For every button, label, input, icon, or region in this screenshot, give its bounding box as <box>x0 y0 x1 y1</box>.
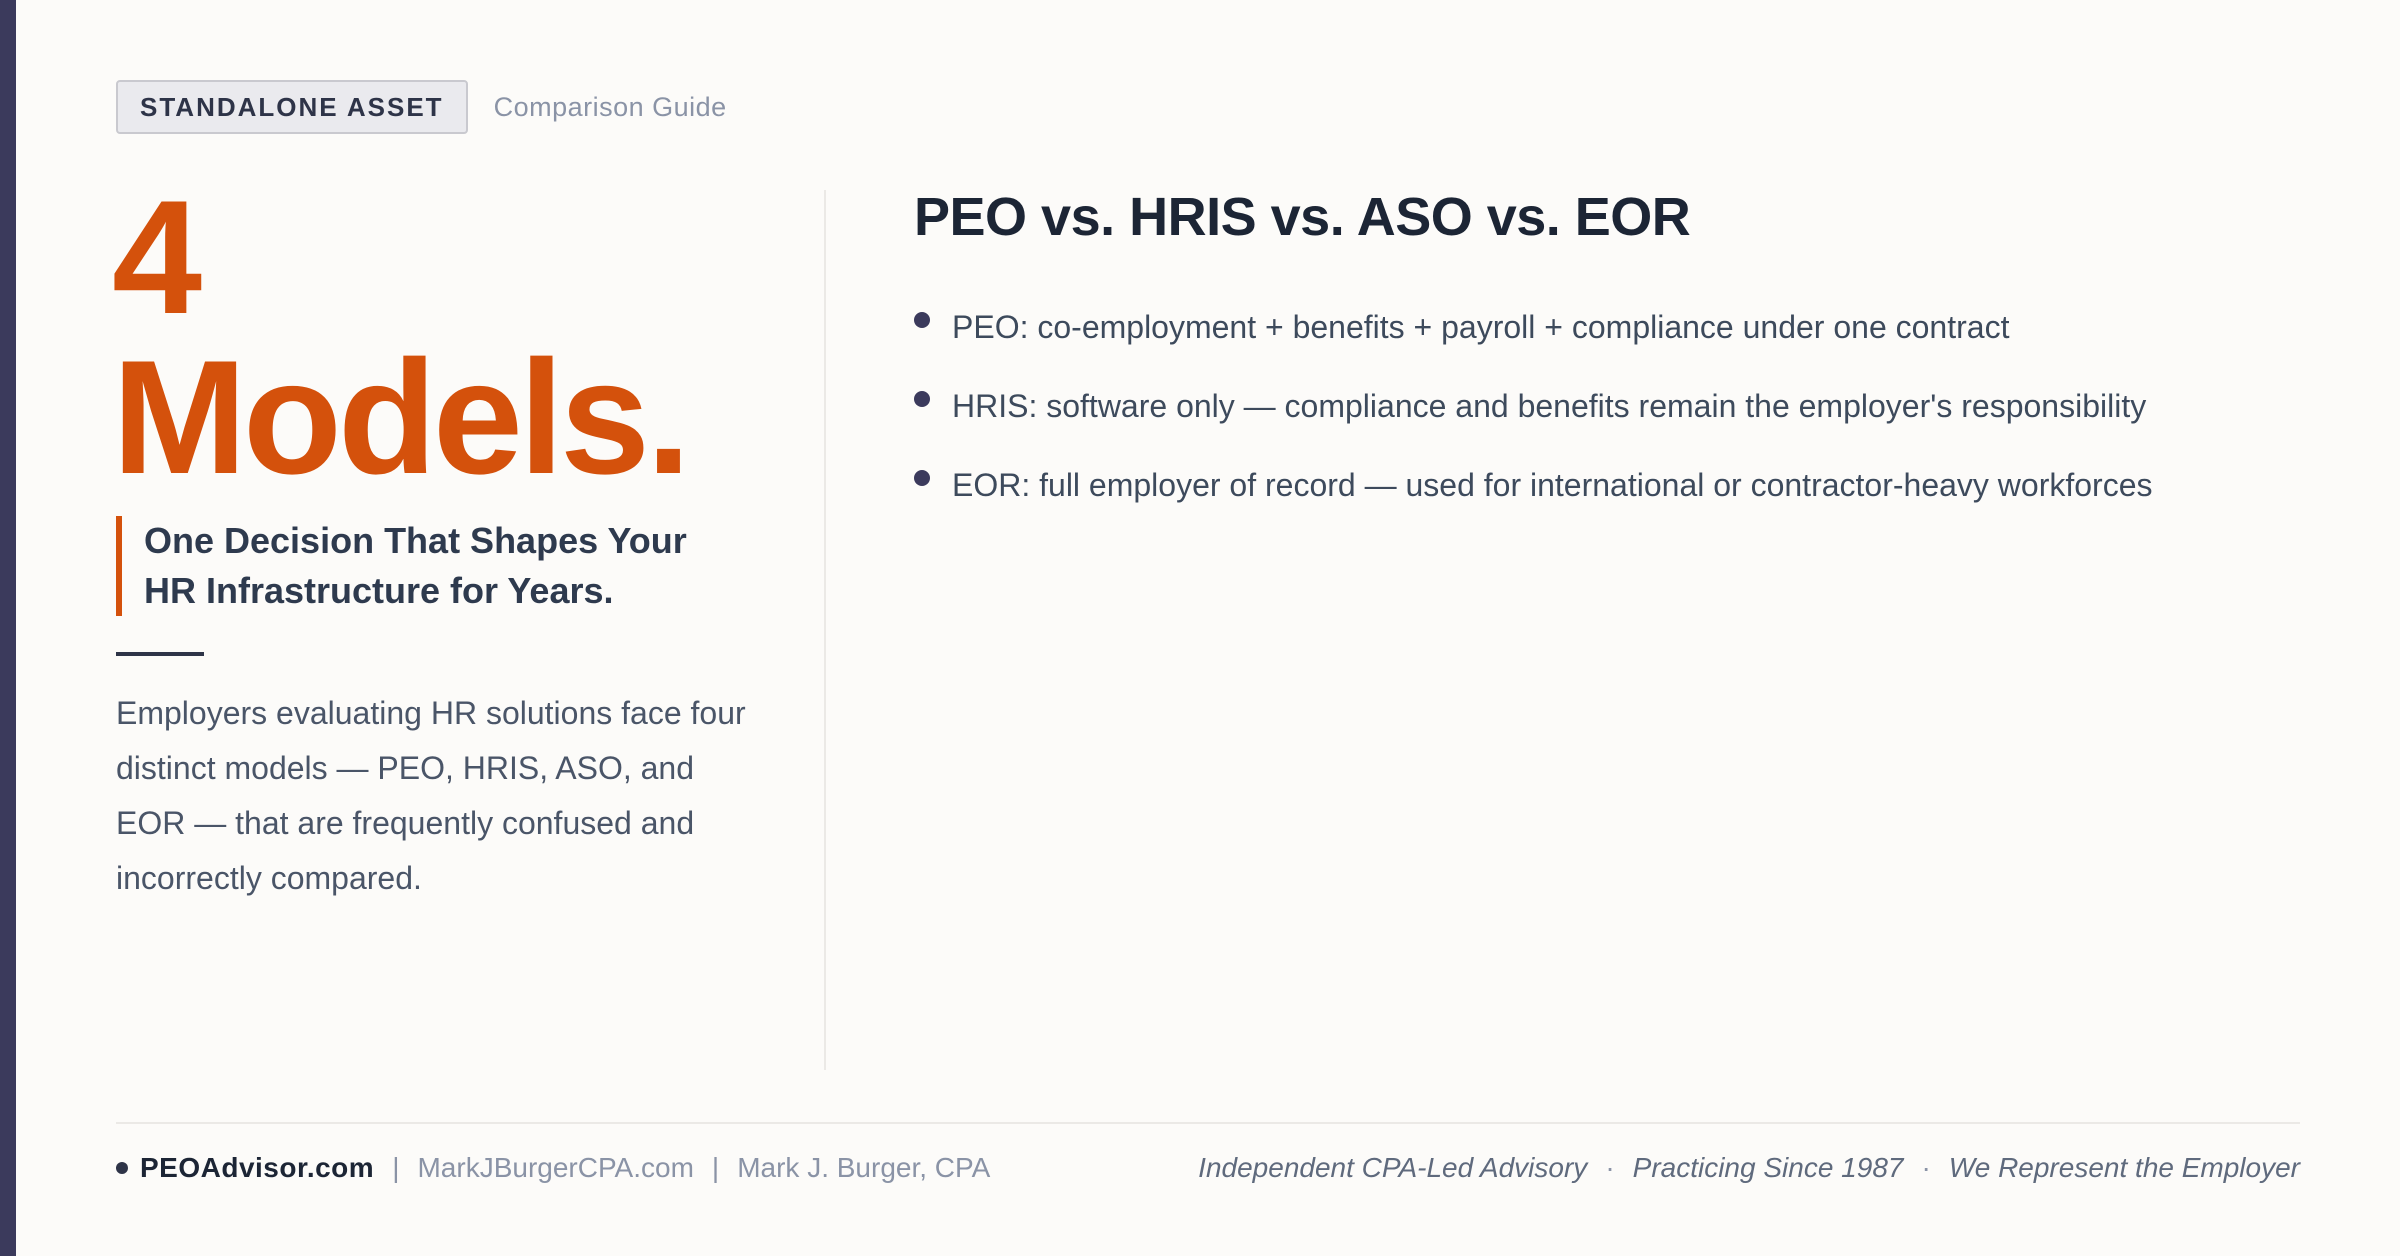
bullet-icon <box>914 391 930 407</box>
list-item <box>914 458 2153 512</box>
list-item-text: EOR: full employer of record — used for international or contractor-heavy workforces <box>952 467 2153 503</box>
footer-separator: | <box>711 1152 720 1183</box>
footer-separator: | <box>392 1152 400 1183</box>
tagline-since: Practicing Since 1987 <box>1632 1152 1904 1183</box>
left-accent-bar <box>0 0 16 1256</box>
author-name: Mark J. Burger, CPA <box>737 1152 991 1183</box>
list-item-text: HRIS: software only — compliance and benefits remain the employer's responsibility <box>952 388 2147 424</box>
footer-taglines <box>1198 1148 2300 1188</box>
hero-subtitle: One Decision That Shapes Your HR Infrastructure for Years. <box>116 516 716 616</box>
section-divider <box>116 652 204 656</box>
hero-word: Models. <box>112 327 688 508</box>
bullet-icon <box>116 1162 128 1174</box>
intro-paragraph: Employers evaluating HR solutions face four distinct models — PEO, HRIS, ASO, and EOR — that are frequently confused and incorrectly compared. <box>116 695 746 896</box>
bullet-icon <box>914 312 930 328</box>
bullet-icon <box>914 470 930 486</box>
list-item-text: PEO: co-employment + benefits + payroll + compliance under one contract <box>952 309 2010 345</box>
comparison-list <box>914 300 2153 537</box>
list-item <box>914 379 2153 433</box>
footer-divider <box>116 1122 2300 1124</box>
comparison-guide-label: Comparison Guide <box>493 91 727 122</box>
tagline-separator: · <box>1921 1152 1931 1183</box>
standalone-asset-badge: STANDALONE ASSET <box>116 80 468 134</box>
tagline-employer: We Represent the Employer <box>1948 1152 2300 1183</box>
column-divider <box>824 190 826 1070</box>
footer-credits <box>116 1148 990 1188</box>
tagline-separator: · <box>1605 1152 1615 1183</box>
hero-number: 4 <box>112 167 200 348</box>
list-item <box>914 300 2153 354</box>
tagline-advisory: Independent CPA-Led Advisory <box>1198 1152 1588 1183</box>
comparison-heading: PEO vs. HRIS vs. ASO vs. EOR <box>914 187 1691 247</box>
brand-link[interactable]: PEOAdvisor.com <box>140 1152 375 1183</box>
site-link[interactable]: MarkJBurgerCPA.com <box>417 1152 694 1183</box>
tag-row <box>116 80 727 134</box>
